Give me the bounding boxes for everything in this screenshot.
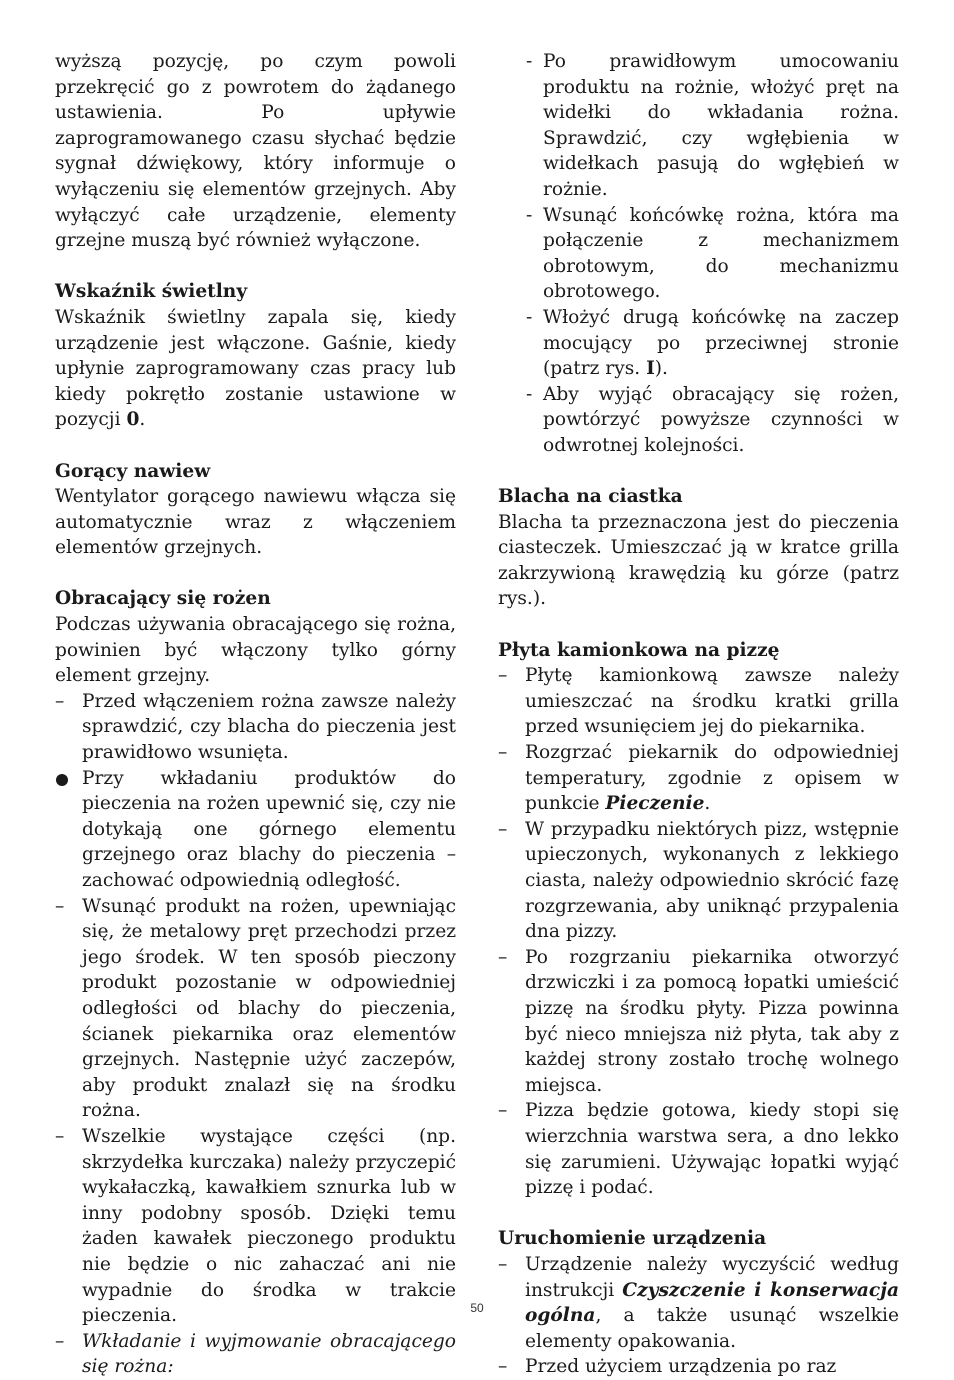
list-item: – Rozgrzać piekarnik do odpowiedniej temperatury, zgodnie z opisem w punkcie Pieczenie. [498, 742, 899, 815]
hyphen-marker: - [526, 51, 533, 72]
heading-nawiew: Gorący nawiew [55, 460, 211, 482]
sub-list-item: - Po prawidłowym umocowaniu produktu na rożnie, włożyć pręt na widełki do wkładania rożna. Sprawdzić, czy wgłębienia w widełkach pasują do wgłębień w rożnie. [526, 51, 899, 200]
hyphen-marker: - [526, 204, 533, 226]
wskaznik-paragraph: Wskaźnik świetlny zapala się, kiedy urządzenie jest włączone. Gaśnie, kiedy upłynie zaprogramowany czas pracy lub kiedy pokrętło zostanie ustawione w pozycji 0. [55, 306, 456, 431]
dash-marker: – [498, 1356, 508, 1378]
list-item: – Wszelkie wystające części (np. skrzydełka kurczaka) należy przyczepić wykałaczką, kawałkiem sznurka lub w inny podobny sposób. Dzięki temu żaden kawałek pieczonego produktu nie będzie o nic zahaczać ani nie wypadnie do środka w trakcie pieczenia. [55, 1125, 456, 1327]
sub-list-item: - Włożyć drugą końcówkę na zaczep mocujący po przeciwnej stronie (patrz rys. I). [526, 306, 899, 380]
figure-ref: I [646, 358, 655, 380]
heading-rozen: Obracający się rożen [55, 588, 271, 610]
nawiew-paragraph: Wentylator gorącego nawiewu włącza się automatycznie wraz z włączeniem elementów grzejnych. [55, 486, 456, 559]
heading-plyta: Płyta kamionkowa na pizzę [498, 639, 780, 661]
heading-wskaznik: Wskaźnik świetlny [55, 281, 248, 303]
dash-marker: – [55, 1125, 65, 1147]
dash-marker: – [498, 742, 508, 764]
list-item: – Wkładanie i wyjmowanie obracającego się rożna: [55, 1330, 456, 1378]
rozen-paragraph: Podczas używania obracającego się rożna, powinien być włączony tylko górny element grzejny. [55, 614, 456, 687]
list-item: – Po rozgrzaniu piekarnika otworzyć drzwiczki i za pomocą łopatki umieścić pizzę na środku płyty. Pizza powinna być nieco mniejsza niż płyta, tak aby z każdej strony zostało trochę wolnego miejsca. [498, 946, 899, 1096]
right-column [498, 49, 899, 1380]
blacha-paragraph: Blacha ta przeznaczona jest do pieczenia ciasteczek. Umieszczać ją w kratce grilla zakrzywioną krawędzią ku górze (patrz rys.). [498, 511, 899, 610]
list-item: – Przed włączeniem rożna zawsze należy sprawdzić, czy blacha do pieczenia jest prawidłowo wsunięta. [55, 690, 456, 764]
dash-marker: – [55, 895, 65, 917]
section-ref: Pieczenie [605, 793, 705, 815]
dash-marker: – [498, 818, 508, 840]
position-zero: 0 [126, 409, 140, 431]
list-item: – Pizza będzie gotowa, kiedy stopi się wierzchnia warstwa sera, a dno lekko się zarumieni. Używając łopatki wyjąć pizzę i podać. [498, 1100, 899, 1199]
dash-marker: – [55, 690, 65, 712]
list-item: – W przypadku niektórych pizz, wstępnie upieczonych, wykonanych z lekkiego ciasta, należy odpowiednio skrócić fazę rozgrzewania, aby uniknąć przypalenia dna pizzy. [498, 818, 899, 943]
dash-marker: – [498, 946, 508, 968]
page-number: 50 [470, 1301, 484, 1315]
left-column [55, 49, 456, 1380]
dash-marker: – [498, 1253, 508, 1275]
heading-uruchomienie: Uruchomienie urządzenia [498, 1228, 767, 1250]
list-item-warning: Przy wkładaniu produktów do pieczenia na rożen upewnić się, czy nie dotykają one górnego elementu grzejnego oraz blachy do pieczenia – zachować odpowiednią odległość. [55, 766, 456, 894]
dash-marker: – [55, 1330, 65, 1352]
list-item: – Urządzenie należy wyczyścić według instrukcji Czyszczenie i konserwacja ogólna, a także usunąć wszelkie elementy opakowania. [498, 1253, 899, 1352]
sub-list-item: - Wsunąć końcówkę rożna, która ma połączenie z mechanizmem obrotowym, do mechanizmu obrotowego. [526, 204, 899, 303]
intro-paragraph: wyższą pozycję, po czym powoli przekręcić go z powrotem do żądanego ustawienia. Po upływie zaprogramowanego czasu słychać będzie sygnał dźwiękowy, który informuje o wyłączeniu się elementów grzejnych. Aby wyłączyć całe urządzenie, elementy grzejne muszą być również wyłączone. [55, 51, 456, 252]
section-ref: Czyszczenie i konserwacja ogólna [525, 1279, 899, 1327]
sub-list-item: - Aby wyjąć obracający się rożen, powtórzyć powyższe czynności w odwrotnej kolejności. [526, 383, 899, 456]
hyphen-marker: - [526, 383, 533, 405]
list-item: – Przed użyciem urządzenia po raz [498, 1354, 899, 1380]
dash-marker: – [498, 1100, 508, 1122]
list-item: – Płytę kamionkową zawsze należy umieszczać na środku kratki grilla przed wsunięciem jej do piekarnika. [498, 665, 899, 738]
hyphen-marker: - [526, 306, 533, 328]
bullet-dot-icon [56, 774, 68, 786]
dash-marker: – [498, 665, 508, 687]
heading-blacha: Blacha na ciastka [498, 486, 683, 508]
list-item: – Wsunąć produkt na rożen, upewniając się, że metalowy pręt przechodzi przez jego środek. W ten sposób pieczony produkt pozostanie w odpowiedniej odległości od blachy do pieczenia, ścianek piekarnika oraz elementów grzejnych. Następnie użyć zaczepów, aby produkt znalazł się na środku rożna. [55, 895, 456, 1122]
